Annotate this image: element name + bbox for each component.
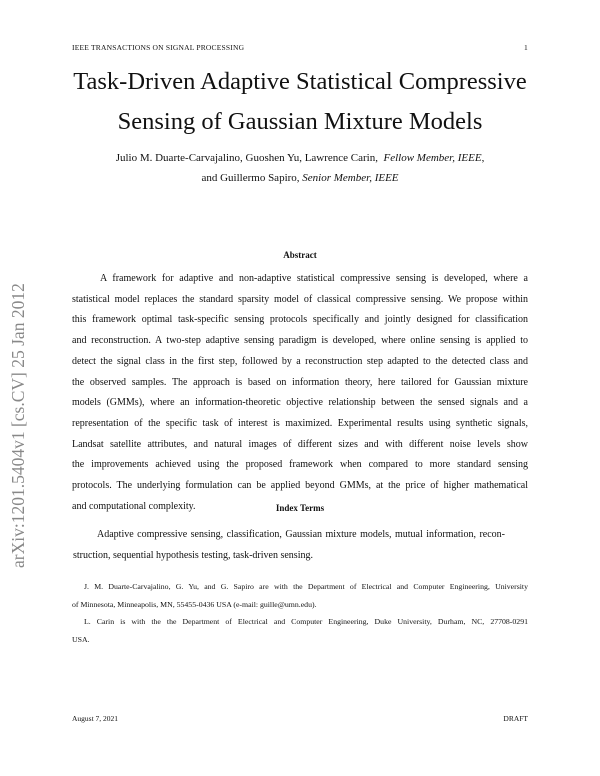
authors-line: Julio M. Duarte-Carvajalino, Guoshen Yu, Lawrence Carin, — [115, 152, 378, 164]
authors-line: and Guillermo Sapiro, — [201, 172, 300, 184]
index-terms-line: Adaptive compressive sensing, classification, Gaussian mixture models, mutual information, recon- — [97, 529, 505, 540]
title-line: Task-Driven Adaptive Statistical Compressive — [73, 68, 527, 95]
title-line: Sensing of Gaussian Mixture Models — [117, 108, 483, 135]
footer-status: DRAFT — [503, 714, 528, 723]
abstract-line: detect the signal class in the first step, followed by a reconstruction step adapted to the detected class and — [72, 355, 528, 367]
footnote-line: J. M. Duarte-Carvajalino, G. Yu, and G. Sapiro are with the Department of Electrical and Computer Engineering, University — [84, 582, 528, 591]
abstract-line: the improvements achieved using the proposed framework when compared to more standard sensing — [72, 459, 528, 471]
footnote-line: L. Carin is with the the Department of Electrical and Computer Engineering, Duke University, Durham, NC, 27708-0291 — [84, 617, 528, 626]
abstract-line: models (GMMs), where an information-theoretic objective relationship between the sensed signals and a — [72, 397, 528, 409]
index-terms-body — [73, 525, 505, 566]
abstract-line: statistical model replaces the standard sparsity model of classical compressive sensing. We propose within — [72, 293, 528, 305]
abstract-line: the observed samples. The approach is based on information theory, here tailored for Gaussian mixture — [72, 376, 528, 388]
arxiv-stamp: arXiv:1201.5404v1 [cs.CV] 25 Jan 2012 — [8, 283, 28, 568]
index-terms-heading: Index Terms — [275, 503, 325, 513]
abstract-line: and reconstruction. A two-step adaptive sensing paradigm is developed, where online sensing is applied to — [72, 335, 528, 347]
abstract-line: protocols. The underlying formulation can be applied beyond GMMs, at the price of higher mathematical — [72, 480, 528, 492]
journal-header: IEEE TRANSACTIONS ON SIGNAL PROCESSING — [72, 43, 245, 52]
abstract-line: A framework for adaptive and non-adaptive statistical compressive sensing is developed, where a — [100, 273, 528, 284]
author-list: Julio M. Duarte-Carvajalino, Guoshen Yu, Lawrence Carin, Fellow Member, IEEE, and Guillermo Sapiro, Senior Member, IEEE — [115, 152, 485, 184]
page-number: 1 — [524, 43, 528, 52]
abstract-heading: Abstract — [283, 250, 317, 260]
author-role: Senior Member, IEEE — [302, 172, 399, 184]
index-terms-line: struction, sequential hypothesis testing, task-driven sensing. — [73, 549, 313, 561]
author-role: Fellow Member, IEEE — [383, 152, 482, 164]
abstract-line: and computational complexity. — [72, 500, 196, 512]
footnote-line: of Minnesota, Minneapolis, MN, 55455-0436 USA (e-mail: guille@umn.edu). — [72, 599, 317, 609]
abstract-line: Landsat satellite attributes, and natural images of different sizes and with different noise levels show — [72, 438, 528, 450]
footer-date: August 7, 2021 — [72, 714, 119, 723]
footnotes — [72, 578, 528, 648]
footnote-line: USA. — [72, 634, 90, 644]
abstract-line: this framework optimal task-specific sensing protocols specifically and jointly designed for classification — [72, 314, 528, 326]
paper-title — [0, 62, 600, 142]
abstract-line: representation of the specific task of interest is maximized. Experimental results using synthetic signals, — [72, 417, 528, 429]
abstract-body — [72, 269, 528, 517]
